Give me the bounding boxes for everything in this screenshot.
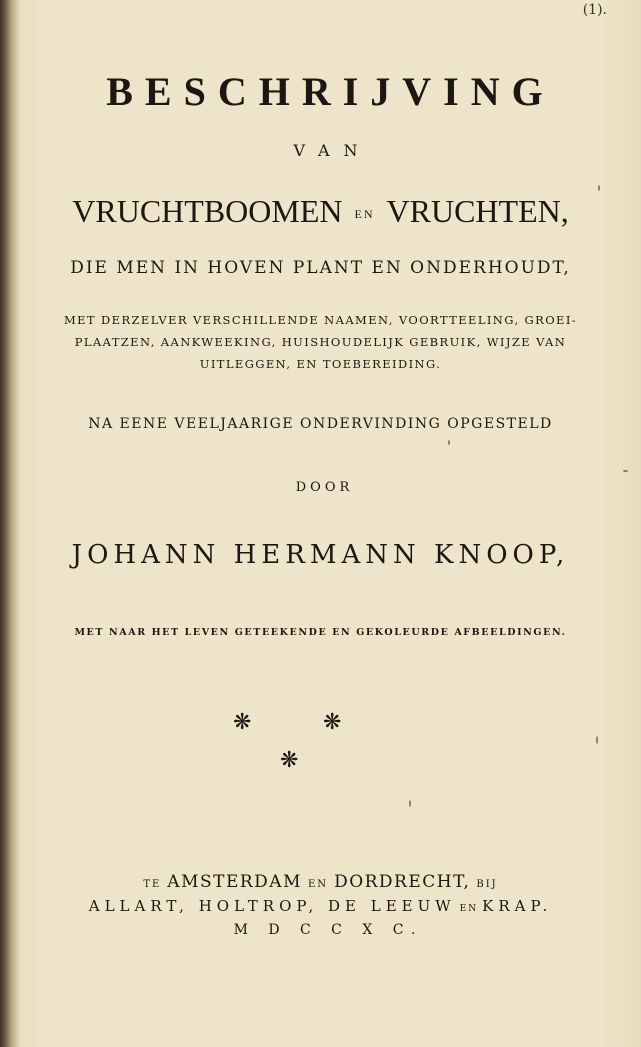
description-line-3: UITLEGGEN, EN TOEBEREIDING.	[199, 357, 442, 371]
imprint-bij: BIJ	[476, 879, 498, 890]
illustrations-line: MET NAAR HET LEVEN GETEEKENDE EN GEKOLEURDE AFBEELDINGEN.	[74, 627, 567, 638]
imprint-year: M D C C X C.	[233, 922, 424, 938]
description-line-1: MET DERZELVER VERSCHILLENDE NAAMEN, VOORTTEELING, GROEI-	[63, 313, 578, 327]
imprint-en-1: EN	[308, 879, 329, 890]
paper-speck	[598, 185, 600, 191]
author-name: JOHANN HERMANN KNOOP,	[71, 540, 570, 570]
imprint-te: TE	[143, 879, 162, 890]
ornament-star-icon: ❋	[323, 710, 342, 735]
imprint-place-2: DORDRECHT,	[334, 872, 471, 892]
imprint-places	[0, 872, 641, 892]
subject-right: VRUCHTEN,	[386, 193, 569, 229]
imprint-publishers	[0, 897, 641, 915]
ornament-star-icon: ❋	[280, 748, 299, 773]
main-title: BESCHRIJVING	[106, 69, 555, 114]
paper-speck	[448, 440, 450, 445]
experience-line: NA EENE VEELJAARIGE ONDERVINDING OPGESTELD	[88, 416, 553, 432]
paper-speck	[596, 736, 598, 744]
subject-left: VRUCHTBOOMEN	[72, 193, 343, 229]
publisher-names-1: ALLART, HOLTROP, DE LEEUW	[88, 897, 456, 915]
door-line: DOOR	[295, 480, 354, 495]
subtitle: DIE MEN IN HOVEN PLANT EN ONDERHOUDT,	[70, 258, 571, 278]
imprint-place-1: AMSTERDAM	[167, 872, 302, 892]
subject-conjunction: EN	[354, 207, 375, 222]
ornament-star-icon: ❋	[233, 710, 252, 735]
paper-speck	[623, 470, 628, 472]
imprint-en-2: EN	[459, 904, 479, 914]
description-line-2: PLAATZEN, AANKWEEKING, HUISHOUDELIJK GEBRUIK, WIJZE VAN	[74, 335, 567, 349]
folio-mark: (1).	[582, 2, 607, 18]
publisher-names-2: KRAP.	[482, 897, 553, 915]
subject-line	[0, 193, 641, 230]
title-connector: VAN	[293, 141, 372, 160]
paper-speck	[409, 800, 411, 807]
